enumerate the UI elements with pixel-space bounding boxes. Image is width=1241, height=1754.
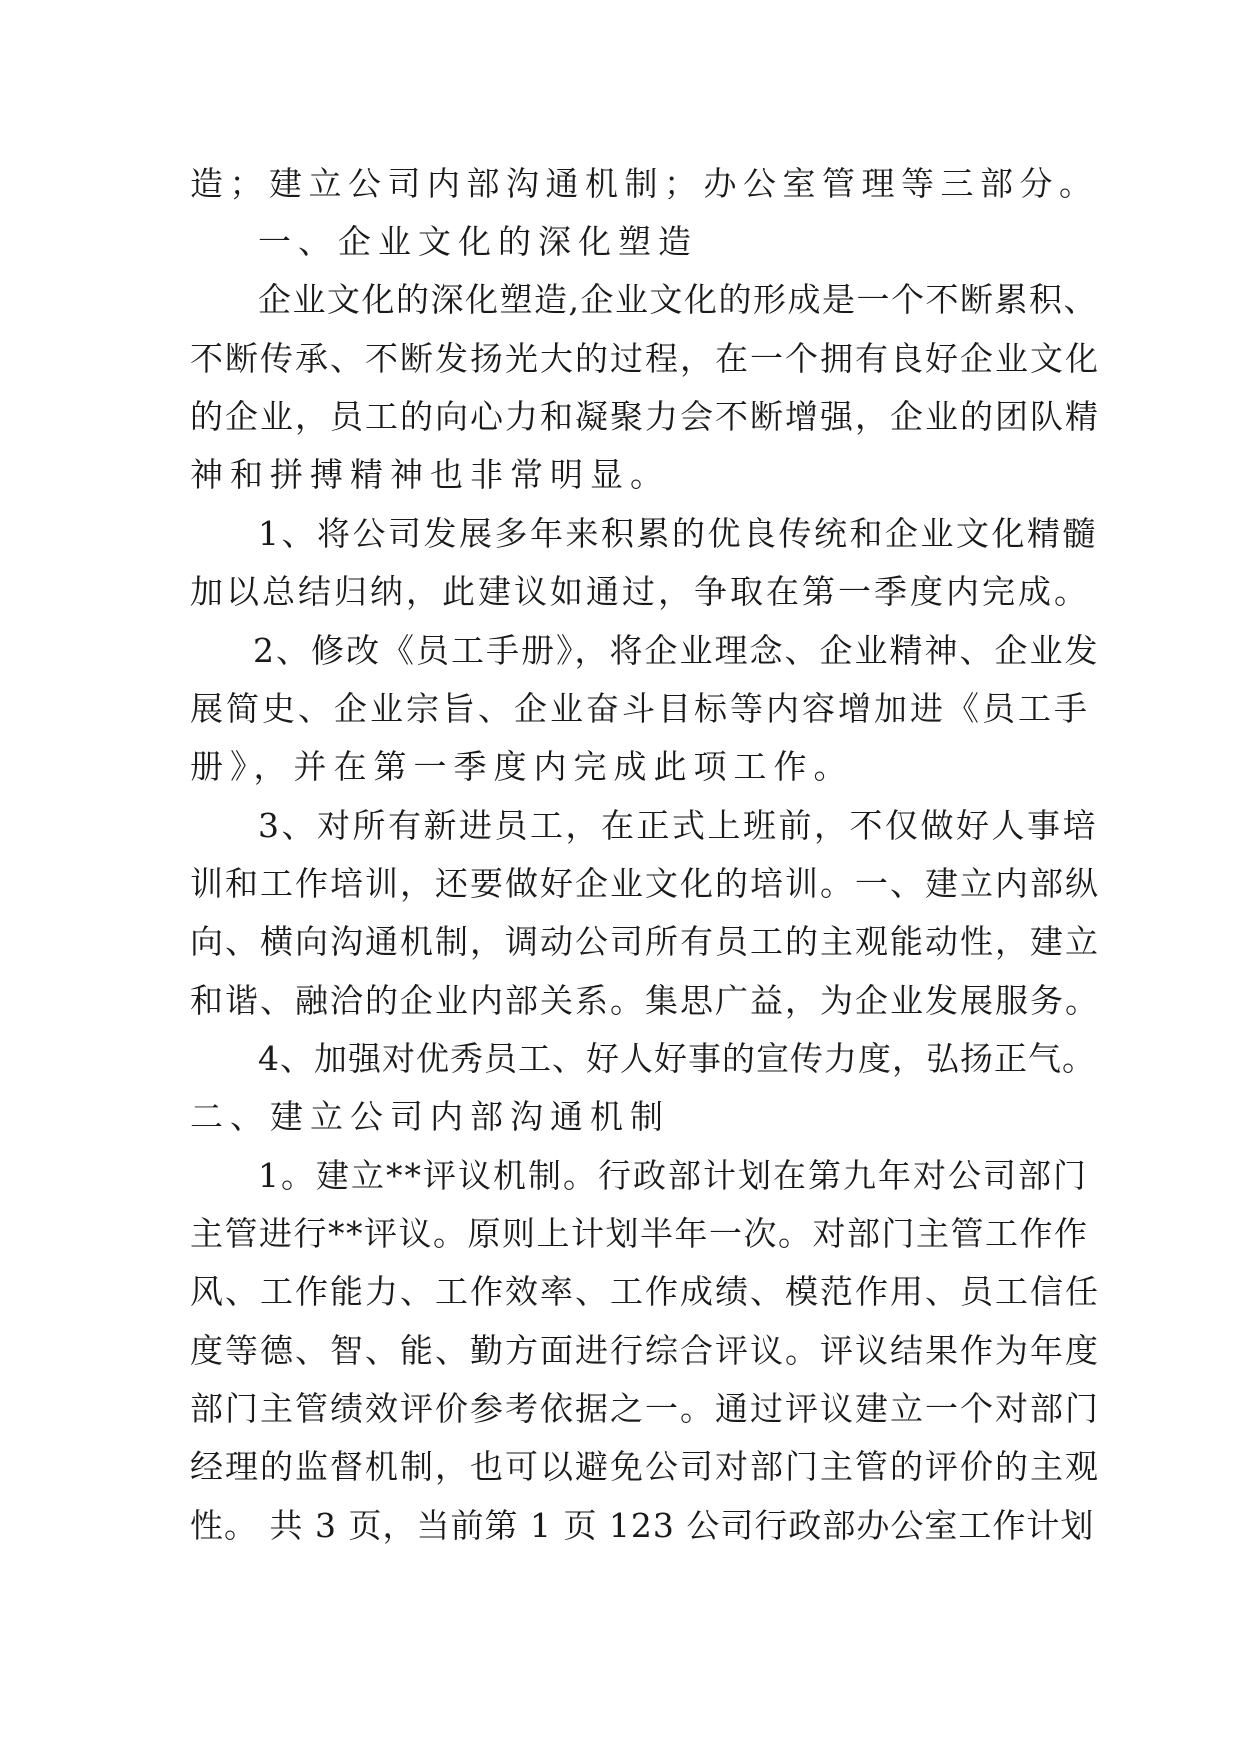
paragraph-line: 不断传承、不断发扬光大的过程，在一个拥有良好企业文化 xyxy=(190,339,1100,378)
list-item-line: 加以总结归纳，此建议如通过，争取在第一季度内完成。 xyxy=(190,572,1090,611)
list-item-line: 主管进行**评议。原则上计划半年一次。对部门主管工作作 xyxy=(190,1214,1089,1253)
paragraph-line: 造；建立公司内部沟通机制；办公室管理等三部分。 xyxy=(190,164,1099,203)
page-footer-line: 性。 共 3 页，当前第 1 页 123 公司行政部办公室工作计划 xyxy=(190,1506,1095,1545)
paragraph-line: 企业文化的深化塑造,企业文化的形成是一个不断累积、 xyxy=(258,280,1098,319)
list-item-line: 部门主管绩效评价参考依据之一。通过评议建立一个对部门 xyxy=(190,1389,1100,1428)
list-item-line: 2、修改《员工手册》，将企业理念、企业精神、企业发 xyxy=(253,631,1100,670)
list-item-line: 3、对所有新进员工，在正式上班前，不仅做好人事培 xyxy=(258,806,1098,845)
list-item-line: 1、将公司发展多年来积累的优良传统和企业文化精髓 xyxy=(258,514,1098,553)
list-item-line: 风、工作能力、工作效率、工作成绩、模范作用、员工信任 xyxy=(190,1272,1100,1311)
paragraph-line: 神和拼搏精神也非常明显。 xyxy=(190,455,670,494)
section-heading: 二、建立公司内部沟通机制 xyxy=(190,1097,670,1136)
list-item-line: 度等德、智、能、勤方面进行综合评议。评议结果作为年度 xyxy=(190,1331,1100,1370)
list-item-line: 展简史、企业宗旨、企业奋斗目标等内容增加进《员工手 xyxy=(190,689,1090,728)
list-item-line: 经理的监督机制，也可以避免公司对部门主管的评价的主观 xyxy=(190,1447,1100,1486)
paragraph-line: 的企业，员工的向心力和凝聚力会不断增强，企业的团队精 xyxy=(190,397,1100,436)
list-item-line: 向、横向沟通机制，调动公司所有员工的主观能动性，建立 xyxy=(190,922,1100,961)
list-item-line: 训和工作培训，还要做好企业文化的培训。一、建立内部纵 xyxy=(190,864,1100,903)
list-item-line: 和谐、融洽的企业内部关系。集思广益，为企业发展服务。 xyxy=(190,981,1100,1020)
list-item-line: 4、加强对优秀员工、好人好事的宣传力度，弘扬正气。 xyxy=(258,1039,1096,1078)
list-item-line: 册》，并在第一季度内完成此项工作。 xyxy=(190,747,854,786)
list-item-line: 1。建立**评议机制。行政部计划在第九年对公司部门 xyxy=(258,1156,1088,1195)
section-heading: 一、企业文化的深化塑造 xyxy=(258,222,698,261)
